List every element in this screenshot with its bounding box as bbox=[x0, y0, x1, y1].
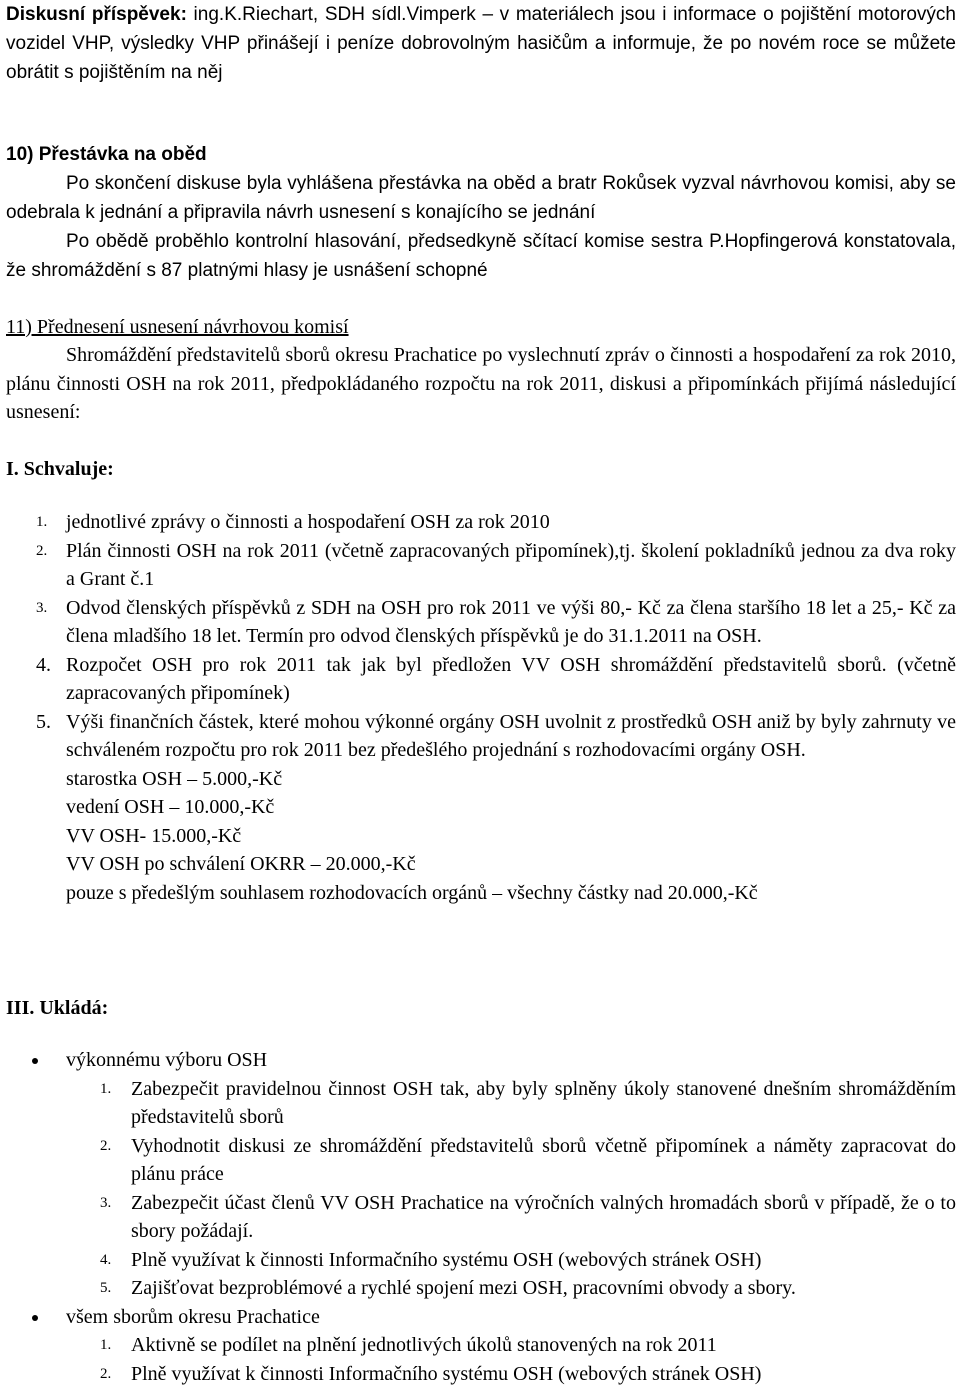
schvaluje-item bbox=[6, 594, 956, 651]
uklada-group-label bbox=[6, 1046, 956, 1075]
item-text: Plán činnosti OSH na rok 2011 (včetně zapracovaných připomínek),tj. školení pokladníků jednou za dva roky a Grant č.1 bbox=[66, 539, 956, 590]
schvaluje-item bbox=[6, 508, 956, 537]
amount-line: pouze s předešlým souhlasem rozhodovacích orgánů – všechny částky nad 20.000,-Kč bbox=[66, 881, 758, 904]
item-text: Zabezpečit pravidelnou činnost OSH tak, aby byly splněny úkoly stanovené dnešním shromážděním představitelů sborů bbox=[131, 1077, 956, 1128]
uklada-item bbox=[6, 1075, 956, 1132]
item-number: 1. bbox=[100, 1080, 112, 1097]
item-text: Vyhodnotit diskusi ze shromáždění představitelů sborů včetně připomínek a náměty zapracovat do plánu práce bbox=[131, 1134, 956, 1185]
amounts-block bbox=[6, 765, 956, 908]
schvaluje-heading: I. Schvaluje: bbox=[6, 458, 114, 480]
item-text: Zajišťovat bezproblémové a rychlé spojení mezi OSH, pracovními obvody a sbory. bbox=[131, 1277, 796, 1299]
discussion-paragraph bbox=[6, 0, 956, 87]
section-11-heading: 11) Přednesení usnesení návrhovou komisí bbox=[6, 316, 349, 338]
item-text: Aktivně se podílet na plnění jednotlivých úkolů stanovených na rok 2011 bbox=[131, 1334, 717, 1356]
uklada-group-items bbox=[6, 1331, 956, 1388]
schvaluje-item bbox=[6, 651, 956, 708]
item-text: Plně využívat k činnosti Informačního systému OSH (webových stránek OSH) bbox=[131, 1248, 762, 1271]
item-text: Výši finančních částek, které mohou výkonné orgány OSH uvolnit z prostředků OSH aniž by byly zahrnuty ve schváleném rozpočtu pro rok 2011 bez předešlého projednání s rozhodovacími orgány OSH. bbox=[66, 710, 956, 761]
discussion-label: Diskusní příspěvek: bbox=[6, 4, 187, 25]
uklada-heading: III. Ukládá: bbox=[6, 997, 109, 1019]
amount-line: VV OSH po schválení OKRR – 20.000,-Kč bbox=[66, 853, 416, 875]
bullet-icon bbox=[32, 1058, 38, 1064]
item-number: 5. bbox=[100, 1280, 112, 1296]
item-number: 1. bbox=[36, 514, 48, 530]
bullet-icon bbox=[32, 1315, 38, 1321]
uklada-item bbox=[6, 1246, 956, 1275]
uklada-item bbox=[6, 1274, 956, 1303]
amount-line: VV OSH- 15.000,-Kč bbox=[66, 824, 242, 847]
amount-line: vedení OSH – 10.000,-Kč bbox=[66, 796, 275, 818]
item-number: 3. bbox=[100, 1194, 112, 1211]
item-text: Odvod členských příspěvků z SDH na OSH pro rok 2011 ve výši 80,- Kč za člena staršího 18 let a 25,- Kč za člena mladšího 18 let. Termín pro odvod členských příspěvků je do 31.1.2011 na OSH. bbox=[66, 596, 956, 647]
uklada-item bbox=[6, 1360, 956, 1389]
schvaluje-item bbox=[6, 537, 956, 594]
item-number: 4. bbox=[36, 653, 51, 676]
uklada-list bbox=[6, 1046, 956, 1388]
amount-line: starostka OSH – 5.000,-Kč bbox=[66, 767, 283, 790]
section-10-para-2: Po obědě proběhlo kontrolní hlasování, předsedkyně sčítací komise sestra P.Hopfingerová konstatovala, že shromáždění s 87 platnými hlasy je usnášení schopné bbox=[6, 231, 956, 281]
item-number: 2. bbox=[36, 542, 48, 559]
item-number: 2. bbox=[100, 1365, 112, 1382]
item-text: Plně využívat k činnosti Informačního systému OSH (webových stránek OSH) bbox=[131, 1362, 762, 1385]
uklada-group-items bbox=[6, 1075, 956, 1303]
section-10-para-1: Po skončení diskuse byla vyhlášena přestávka na oběd a bratr Rokůsek vyzval návrhovou komisi, aby se odebrala k jednání a připravila návrh usnesení s konajícího se jednání bbox=[6, 173, 956, 223]
group-label-text: všem sborům okresu Prachatice bbox=[66, 1305, 320, 1328]
item-number: 2. bbox=[100, 1137, 112, 1154]
uklada-item bbox=[6, 1189, 956, 1246]
section-11-para: Shromáždění představitelů sborů okresu Prachatice po vyslechnutí zpráv o činnosti a hospodaření za rok 2010, plánu činnosti OSH na rok 2011, předpokládaného rozpočtu na rok 2011, diskusi a připomínkách přijímá následující usnesení: bbox=[6, 344, 956, 423]
discussion-text: ing.K.Riechart, SDH sídl.Vimperk – v materiálech jsou i informace o pojištění motorových vozidel VHP, výsledky VHP přinášejí i peníze dobrovolným hasičům a informuje, že po novém roce se můžete obrátit s pojištěním na něj bbox=[6, 4, 956, 83]
item-number: 4. bbox=[100, 1251, 112, 1268]
item-number: 3. bbox=[36, 599, 48, 616]
uklada-item bbox=[6, 1331, 956, 1360]
item-text: Rozpočet OSH pro rok 2011 tak jak byl předložen VV OSH shromáždění představitelů sborů. (včetně zapracovaných připomínek) bbox=[66, 653, 956, 704]
group-label-text: výkonnému výboru OSH bbox=[66, 1049, 268, 1071]
uklada-group-label bbox=[6, 1303, 956, 1332]
schvaluje-item bbox=[6, 708, 956, 765]
item-number: 1. bbox=[100, 1337, 112, 1353]
item-text: Zabezpečit účast členů VV OSH Prachatice na výročních valných hromadách sborů v případě, že o to sbory požádají. bbox=[131, 1191, 956, 1242]
item-number: 5. bbox=[36, 710, 51, 733]
section-10-heading: 10) Přestávka na oběd bbox=[6, 144, 207, 165]
uklada-item bbox=[6, 1132, 956, 1189]
schvaluje-list bbox=[6, 508, 956, 907]
item-text: jednotlivé zprávy o činnosti a hospodaření OSH za rok 2010 bbox=[66, 511, 550, 533]
